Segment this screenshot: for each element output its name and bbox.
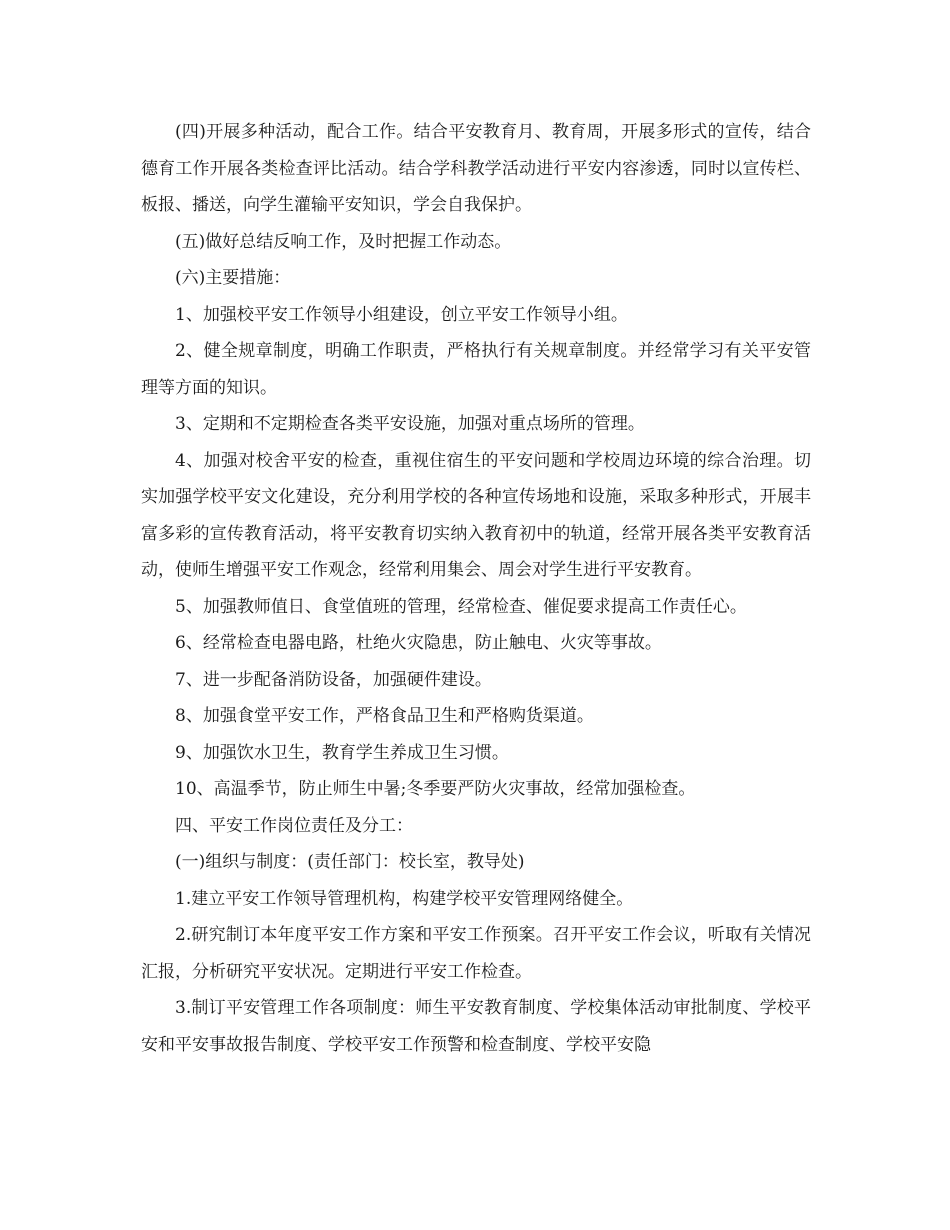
paragraph: 3.制订平安管理工作各项制度：师生平安教育制度、学校集体活动审批制度、学校平安和平安事故报告制度、学校平安工作预警和检查制度、学校平安隐	[141, 998, 811, 1055]
paragraph: 8、加强食堂平安工作，严格食品卫生和严格购货渠道。	[175, 706, 594, 726]
paragraph: 3、定期和不定期检查各类平安设施，加强对重点场所的管理。	[175, 414, 645, 434]
paragraph: (四)开展多种活动，配合工作。结合平安教育月、教育周，开展多形式的宣传，结合德育工作开展各类检查评比活动。结合学科教学活动进行平安内容渗透，同时以宣传栏、板报、播送，向学生灌输平安知识，学会自我保护。	[141, 122, 811, 215]
document-body	[141, 114, 811, 1063]
paragraph: 2.研究制订本年度平安工作方案和平安工作预案。召开平安工作会议，听取有关情况汇报，分析研究平安状况。定期进行平安工作检查。	[141, 925, 811, 982]
paragraph: 4、加强对校舍平安的检查，重视住宿生的平安问题和学校周边环境的综合治理。切实加强学校平安文化建设，充分利用学校的各种宣传场地和设施，采取多种形式，开展丰富多彩的宣传教育活动，将平安教育切实纳入教育初中的轨道，经常开展各类平安教育活动，使师生增强平安工作观念，经常利用集会、周会对学生进行平安教育。	[141, 450, 811, 580]
paragraph: 5、加强教师值日、食堂值班的管理，经常检查、催促要求提高工作责任心。	[175, 596, 747, 617]
paragraph: (五)做好总结反响工作，及时把握工作动态。	[175, 231, 512, 252]
paragraph: (六)主要措施：	[175, 268, 291, 288]
section-heading: 四、平安工作岗位责任及分工：	[175, 815, 413, 836]
paragraph: 7、进一步配备消防设备，加强硬件建设。	[175, 669, 492, 690]
paragraph: 1、加强校平安工作领导小组建设，创立平安工作领导小组。	[175, 304, 628, 325]
paragraph: 6、经常检查电器电路，杜绝火灾隐患，防止触电、火灾等事故。	[175, 633, 662, 653]
paragraph: 10、高温季节，防止师生中暑;冬季要严防火灾事故，经常加强检查。	[175, 779, 696, 799]
paragraph: 1.建立平安工作领导管理机构，构建学校平安管理网络健全。	[175, 888, 634, 909]
subsection-heading: (一)组织与制度：(责任部门：校长室，教导处)	[175, 852, 525, 872]
paragraph: 2、健全规章制度，明确工作职责，严格执行有关规章制度。并经常学习有关平安管理等方面的知识。	[141, 341, 811, 398]
paragraph: 9、加强饮水卫生，教育学生养成卫生习惯。	[175, 742, 509, 763]
